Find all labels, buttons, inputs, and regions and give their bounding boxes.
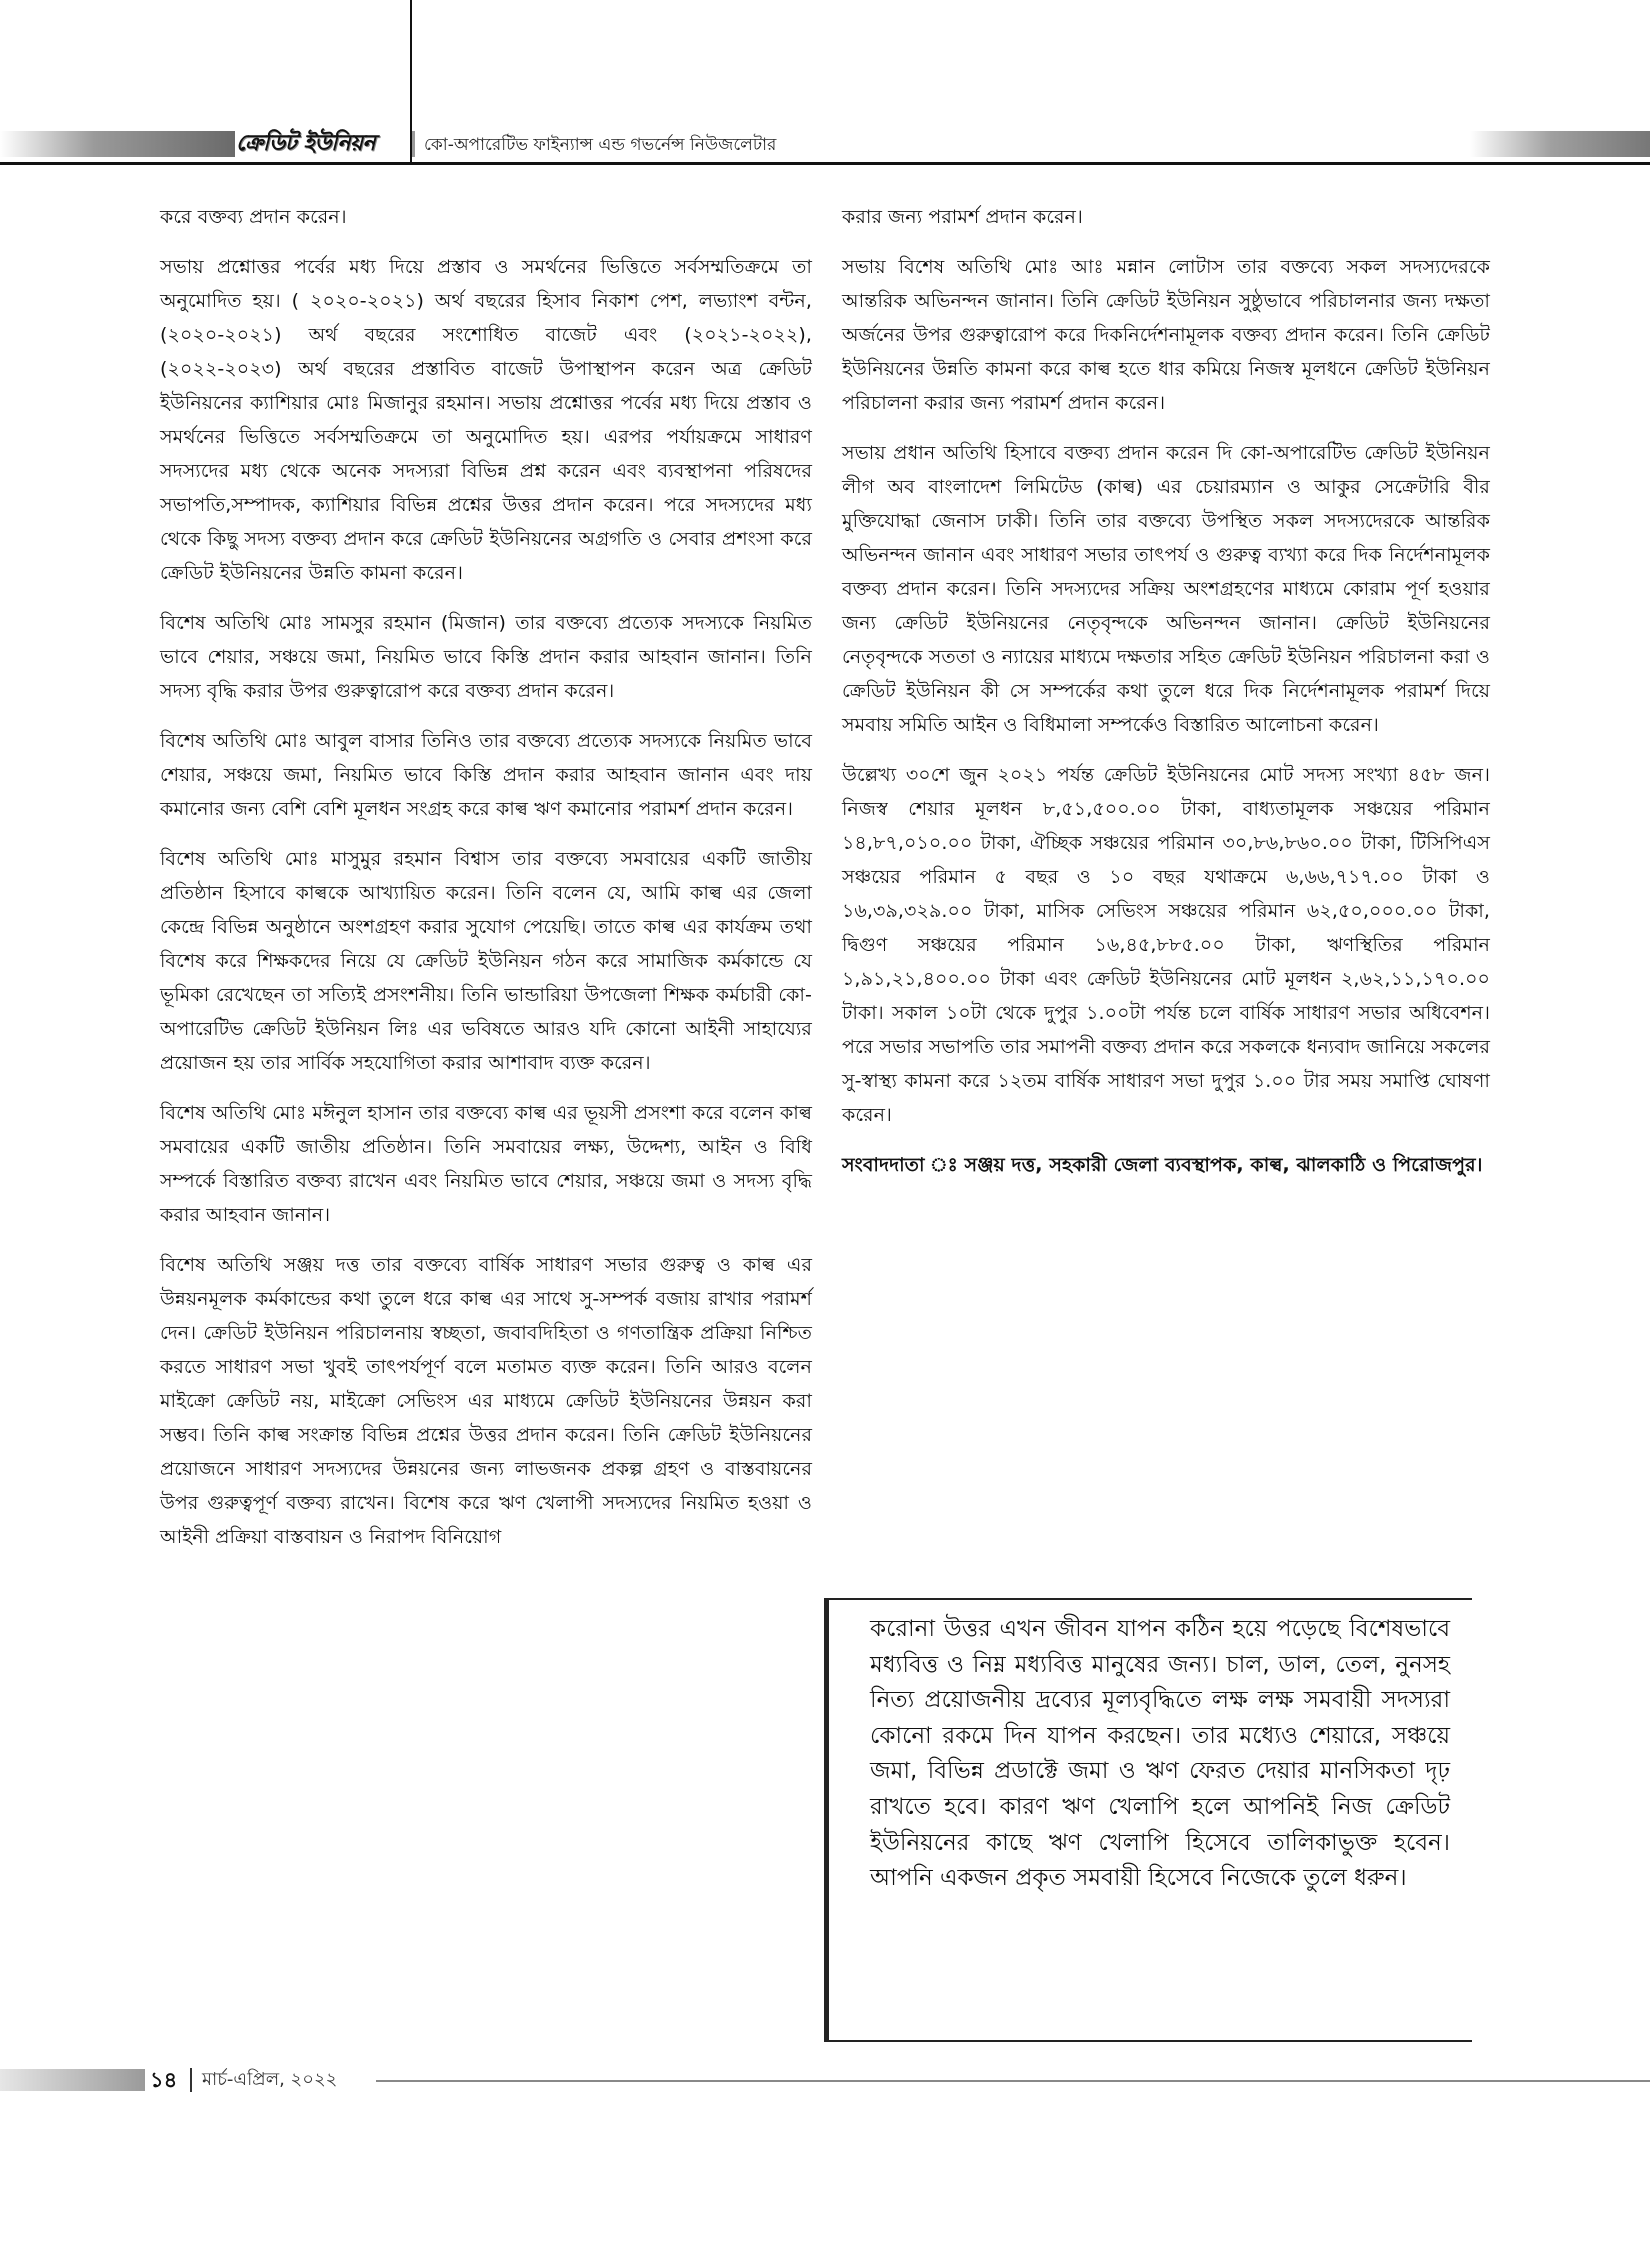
paragraph: সভায় প্রশ্নোত্তর পর্বের মধ্য দিয়ে প্রস্তাব ও সমর্থনের ভিত্তিতে সর্বসম্মতিক্রমে তা অনুমোদিত হয়। ( ২০২০-২০২১) অর্থ বছরের হিসাব নিকাশ পেশ, লভ্যাংশ বন্টন,(২০২০-২০২১) অর্থ বছরের সংশোধিত বাজেট এবং (২০২১-২০২২), (২০২২-২০২৩) অর্থ বছরের প্রস্তাবিত বাজেট উপাস্থাপন করেন অত্র ক্রেডিট ইউনিয়নের ক্যাশিয়ার মোঃ মিজানুর রহমান। সভায় প্রশ্নোত্তর পর্বের মধ্য দিয়ে প্রস্তাব ও সমর্থনের ভিত্তিতে সর্বসম্মতিক্রমে তা অনুমোদিত হয়। এরপর পর্যায়ক্রমে সাধারণ সদস্যদের মধ্য থেকে অনেক সদস্যরা বিভিন্ন প্রশ্ন করেন এবং ব্যবস্থাপনা পরিষদের সভাপতি,সম্পাদক, ক্যাশিয়ার বিভিন্ন প্রশ্নের উত্তর প্রদান করেন। পরে সদস্যদের মধ্য থেকে কিছু সদস্য বক্তব্য প্রদান করে ক্রেডিট ইউনিয়নের অগ্রগতি ও সেবার প্রশংসা করে ক্রেডিট ইউনিয়নের উন্নতি কামনা করেন। xyxy=(160,256,812,584)
header-gradient-bar-right xyxy=(1470,131,1650,157)
paragraph: করে বক্তব্য প্রদান করেন। xyxy=(160,206,347,228)
header-separator xyxy=(412,131,415,157)
footer-separator xyxy=(190,2068,192,2092)
paragraph: সভায় বিশেষ অতিথি মোঃ আঃ মন্নান লোটাস তার বক্তব্যে সকল সদস্যদেরকে আন্তরিক অভিনন্দন জানান। তিনি ক্রেডিট ইউনিয়ন সুষ্ঠুভাবে পরিচালনার জন্য দক্ষতা অর্জনের উপর গুরুত্বারোপ করে দিকনির্দেশনামূলক বক্তব্য প্রদান করেন। তিনি ক্রেডিট ইউনিয়নের উন্নতি কামনা করে কাল্ব হতে ধার কমিয়ে নিজস্ব মূলধনে ক্রেডিট ইউনিয়ন পরিচালনা করার জন্য পরামর্শ প্রদান করেন। xyxy=(842,256,1490,414)
left-column xyxy=(160,200,812,1570)
issue-date: মার্চ-এপ্রিল, ২০২২ xyxy=(202,2069,338,2090)
header-rule xyxy=(0,162,1650,165)
newsletter-subtitle: কো-অপারেটিভ ফাইন্যান্স এন্ড গভর্নেন্স নিউজলেটার xyxy=(424,135,777,155)
newsletter-logo: ক্রেডিট ইউনিয়ন xyxy=(236,131,376,156)
paragraph: বিশেষ অতিথি মোঃ সামসুর রহমান (মিজান) তার বক্তব্যে প্রত্যেক সদস্যকে নিয়মিত ভাবে শেয়ার, সঞ্চয়ে জমা, নিয়মিত ভাবে কিস্তি প্রদান করার আহবান জানান। তিনি সদস্য বৃদ্ধি করার উপর গুরুত্বারোপ করে বক্তব্য প্রদান করেন। xyxy=(160,612,812,702)
callout-top-rule xyxy=(824,1598,1472,1600)
page-number: ১৪ xyxy=(150,2068,178,2092)
reporter-byline: সংবাদদাতা ঃ সঞ্জয় দত্ত, সহকারী জেলা ব্যবস্থাপক, কাল্ব, ঝালকাঠি ও পিরোজপুর। xyxy=(842,1154,1483,1176)
footer-gradient-bar xyxy=(0,2069,145,2091)
paragraph: বিশেষ অতিথি মোঃ মাসুমুর রহমান বিশ্বাস তার বক্তব্যে সমবায়ের একটি জাতীয় প্রতিষ্ঠান হিসাবে কাল্বকে আখ্যায়িত করেন। তিনি বলেন যে, আমি কাল্ব এর জেলা কেন্দ্রে বিভিন্ন অনুষ্ঠানে অংশগ্রহণ করার সুযোগ পেয়েছি। তাতে কাল্ব এর কার্যক্রম তথা বিশেষ করে শিক্ষকদের নিয়ে যে ক্রেডিট ইউনিয়ন গঠন করে সামাজিক কর্মকান্ডে যে ভূমিকা রেখেছেন তা সত্যিই প্রসংশনীয়। তিনি ভান্ডারিয়া উপজেলা শিক্ষক কর্মচারী কো-অপারেটিভ ক্রেডিট ইউনিয়ন লিঃ এর ভবিষতে আরও যদি কোনো আইনী সাহায্যের প্রয়োজন হয় তার সার্বিক সহযোগিতা করার আশাবাদ ব্যক্ত করেন। xyxy=(160,848,812,1074)
callout-note: করোনা উত্তর এখন জীবন যাপন কঠিন হয়ে পড়েছে বিশেষভাবে মধ্যবিত্ত ও নিম্ন মধ্যবিত্ত মানুষের জন্য। চাল, ডাল, তেল, নুনসহ নিত্য প্রয়োজনীয় দ্রব্যের মূল্যবৃদ্ধিতে লক্ষ লক্ষ সমবায়ী সদস্যরা কোনো রকমে দিন যাপন করছেন। তার মধ্যেও শেয়ারে, সঞ্চয়ে জমা, বিভিন্ন প্রডাক্টে জমা ও ঋণ ফেরত দেয়ার মানসিকতা দৃঢ় রাখতে হবে। কারণ ঋণ খেলাপি হলে আপনিই নিজ ক্রেডিট ইউনিয়নের কাছে ঋণ খেলাপি হিসেবে তালিকাভুক্ত হবেন। আপনি একজন প্রকৃত সমবায়ী হিসেবে নিজেকে তুলে ধরুন। xyxy=(870,1616,1450,1892)
callout-bottom-rule xyxy=(824,2040,1472,2042)
paragraph: বিশেষ অতিথি মোঃ মঈনুল হাসান তার বক্তব্যে কাল্ব এর ভূয়সী প্রসংশা করে বলেন কাল্ব সমবায়ের একটি জাতীয় প্রতিষ্ঠান। তিনি সমবায়ের লক্ষ্য, উদ্দেশ্য, আইন ও বিধি সম্পর্কে বিস্তারিত বক্তব্য রাখেন এবং নিয়মিত ভাবে শেয়ার, সঞ্চয়ে জমা ও সদস্য বৃদ্ধি করার আহবান জানান। xyxy=(160,1102,812,1226)
paragraph: বিশেষ অতিথি সঞ্জয় দত্ত তার বক্তব্যে বার্ষিক সাধারণ সভার গুরুত্ব ও কাল্ব এর উন্নয়নমূলক কর্মকান্ডের কথা তুলে ধরে কাল্ব এর সাথে সু-সম্পর্ক বজায় রাখার পরামর্শ দেন। ক্রেডিট ইউনিয়ন পরিচালনায় স্বচ্ছতা, জবাবদিহিতা ও গণতান্ত্রিক প্রক্রিয়া নিশ্চিত করতে সাধারণ সভা খুবই তাৎপর্যপূর্ণ বলে মতামত ব্যক্ত করেন। তিনি আরও বলেন মাইক্রো ক্রেডিট নয়, মাইক্রো সেভিংস এর মাধ্যমে ক্রেডিট ইউনিয়নের উন্নয়ন করা সম্ভব। তিনি কাল্ব সংক্রান্ত বিভিন্ন প্রশ্নের উত্তর প্রদান করেন। তিনি ক্রেডিট ইউনিয়নের প্রয়োজনে সাধারণ সদস্যদের উন্নয়নের জন্য লাভজনক প্রকল্প গ্রহণ ও বাস্তবায়নের উপর গুরুত্বপূর্ণ বক্তব্য রাখেন। বিশেষ করে ঋণ খেলাপী সদস্যদের নিয়মিত হওয়া ও আইনী প্রক্রিয়া বাস্তবায়ন ও নিরাপদ বিনিয়োগ xyxy=(160,1254,812,1548)
right-column xyxy=(842,200,1490,1198)
paragraph: সভায় প্রধান অতিথি হিসাবে বক্তব্য প্রদান করেন দি কো-অপারেটিভ ক্রেডিট ইউনিয়ন লীগ অব বাংলাদেশ লিমিটেড (কাল্ব) এর চেয়ারম্যান ও আকুর সেক্রেটারি বীর মুক্তিযোদ্ধা জেনাস ঢাকী। তিনি তার বক্তব্যে উপস্থিত সকল সদস্যদেরকে আন্তরিক অভিনন্দন জানান এবং সাধারণ সভার তাৎপর্য ও গুরুত্ব ব্যখ্যা করে দিক নির্দেশনামূলক বক্তব্য প্রদান করেন। তিনি সদস্যদের সক্রিয় অংশগ্রহণের মাধ্যমে কোরাম পূর্ণ হওয়ার জন্য ক্রেডিট ইউনিয়নের নেতৃবৃন্দকে অভিনন্দন জানান। ক্রেডিট ইউনিয়নের নেতৃবৃন্দকে সততা ও ন্যায়ের মাধ্যমে দক্ষতার সহিত ক্রেডিট ইউনিয়ন পরিচালনা করা ও ক্রেডিট ইউনিয়ন কী সে সম্পর্কের কথা তুলে ধরে দিক নির্দেশনামূলক পরামর্শ দিয়ে সমবায় সমিতি আইন ও বিধিমালা সম্পর্কেও বিস্তারিত আলোচনা করেন। xyxy=(842,442,1490,736)
callout-side-rule xyxy=(824,1600,829,2040)
footer-rule xyxy=(376,2080,1650,2082)
paragraph: উল্লেখ্য ৩০শে জুন ২০২১ পর্যন্ত ক্রেডিট ইউনিয়নের মোট সদস্য সংখ্যা ৪৫৮ জন। নিজস্ব শেয়ার মূলধন ৮,৫১,৫০০.০০ টাকা, বাধ্যতামূলক সঞ্চয়ের পরিমান ১৪,৮৭,০১০.০০ টাকা, ঐচ্ছিক সঞ্চয়ের পরিমান ৩০,৮৬,৮৬০.০০ টাকা, টিসিপিএস সঞ্চয়ের পরিমান ৫ বছর ও ১০ বছর যথাক্রমে ৬,৬৬,৭১৭.০০ টাকা ও ১৬,৩৯,৩২৯.০০ টাকা, মাসিক সেভিংস সঞ্চয়ের পরিমান ৬২,৫০,০০০.০০ টাকা, দ্বিগুণ সঞ্চয়ের পরিমান ১৬,৪৫,৮৮৫.০০ টাকা, ঋণস্থিতির পরিমান ১,৯১,২১,৪০০.০০ টাকা এবং ক্রেডিট ইউনিয়নের মোট মূলধন ২,৬২,১১,১৭০.০০ টাকা। সকাল ১০টা থেকে দুপুর ১.০০টা পর্যন্ত চলে বার্ষিক সাধারণ সভার অধিবেশন। পরে সভার সভাপতি তার সমাপনী বক্তব্য প্রদান করে সকলকে ধন্যবাদ জানিয়ে সকলের সু-স্বাস্থ্য কামনা করে ১২তম বার্ষিক সাধারণ সভা দুপুর ১.০০ টার সময় সমাপ্তি ঘোষণা করেন। xyxy=(842,764,1490,1126)
paragraph: বিশেষ অতিথি মোঃ আবুল বাসার তিনিও তার বক্তব্যে প্রত্যেক সদস্যকে নিয়মিত ভাবে শেয়ার, সঞ্চয়ে জমা, নিয়মিত ভাবে কিস্তি প্রদান করার আহবান জানান এবং দায় কমানোর জন্য বেশি বেশি মূলধন সংগ্রহ করে কাল্ব ঋণ কমানোর পরামর্শ প্রদান করেন। xyxy=(160,730,812,820)
paragraph: করার জন্য পরামর্শ প্রদান করেন। xyxy=(842,206,1083,228)
header-gradient-bar-left xyxy=(0,131,235,157)
